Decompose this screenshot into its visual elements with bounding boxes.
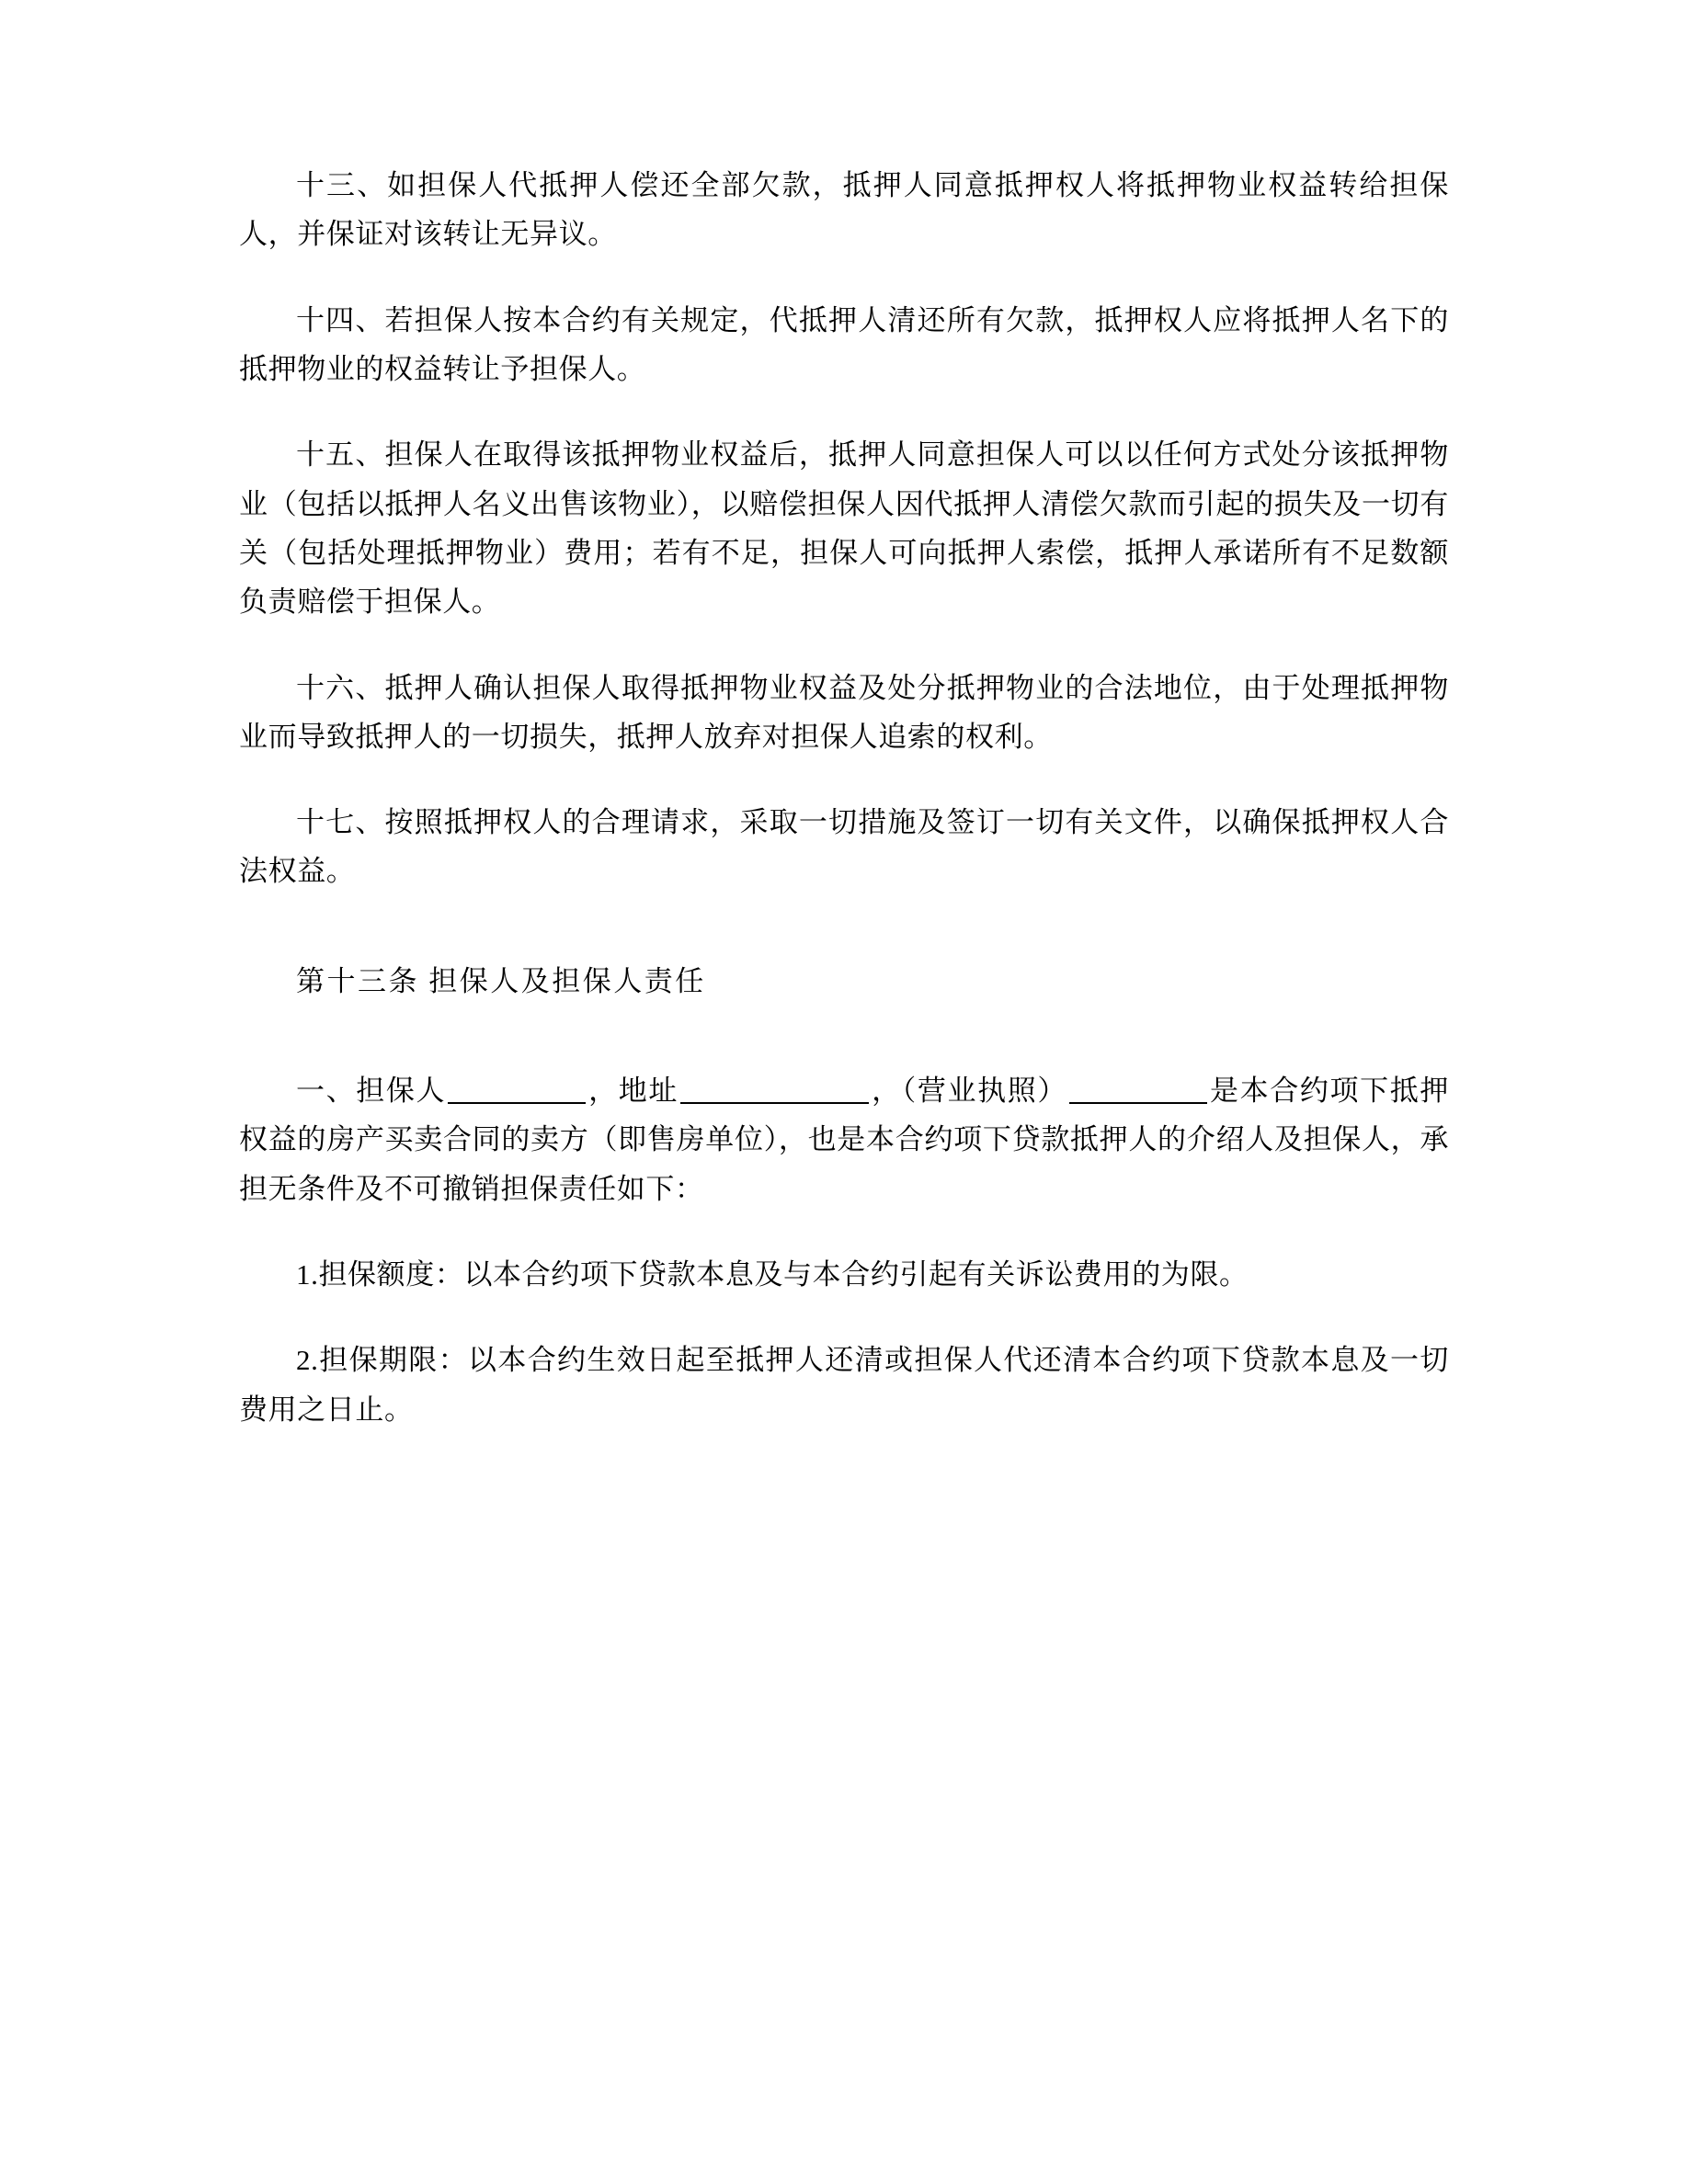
list-item-1: 1.担保额度：以本合约项下贷款本息及与本合约引起有关诉讼费用的为限。 bbox=[296, 1258, 1249, 1291]
paragraph-clause-14: 十四、若担保人按本合约有关规定，代抵押人清还所有欠款，抵押权人应将抵押人名下的抵押物业的权益转让予担保人。 bbox=[239, 303, 1449, 385]
paragraph-clause-15: 十五、担保人在取得该抵押物业权益后，抵押人同意担保人可以以任何方式处分该抵押物业（包括以抵押人名义出售该物业），以赔偿担保人因代抵押人清偿欠款而引起的损失及一切有关（包括处理抵押物业）费用；若有不足，担保人可向抵押人索偿，抵押人承诺所有不足数额负责赔偿于担保人。 bbox=[239, 438, 1449, 619]
fill-in-lead: 一、担保人 bbox=[296, 1075, 447, 1108]
business-license-blank[interactable] bbox=[1069, 1102, 1207, 1104]
fill-in-mid-2: ，（营业执照） bbox=[871, 1075, 1067, 1108]
guarantor-address-blank[interactable] bbox=[680, 1102, 869, 1104]
fill-in-mid-1: ，地址 bbox=[587, 1075, 679, 1108]
guarantor-name-blank[interactable] bbox=[448, 1102, 586, 1104]
heading-spacer bbox=[239, 1042, 1449, 1066]
document-body bbox=[239, 161, 1449, 1434]
section-spacer bbox=[239, 933, 1449, 957]
paragraph-clause-16: 十六、抵押人确认担保人取得抵押物业权益及处分抵押物业的合法地位，由于处理抵押物业而导致抵押人的一切损失，抵押人放弃对担保人追索的权利。 bbox=[239, 671, 1449, 753]
list-item-2: 2.担保期限：以本合约生效日起至抵押人还清或担保人代还清本合约项下贷款本息及一切费用之日止。 bbox=[239, 1344, 1449, 1426]
paragraph-clause-17: 十七、按照抵押权人的合理请求，采取一切措施及签订一切有关文件，以确保抵押权人合法权益。 bbox=[239, 806, 1449, 888]
fill-in-tail: 是本合约项下抵押权益的房产买卖合同的卖方（即售房单位），也是本合约项下贷款抵押人的介绍人及担保人，承担无条件及不可撤销担保责任如下： bbox=[239, 1075, 1449, 1205]
paragraph-clause-13: 十三、如担保人代抵押人偿还全部欠款，抵押人同意抵押权人将抵押物业权益转给担保人，并保证对该转让无异议。 bbox=[239, 169, 1449, 251]
section-heading: 第十三条 担保人及担保人责任 bbox=[296, 964, 706, 997]
paragraph-guarantor-fill-in bbox=[239, 1066, 1449, 1213]
